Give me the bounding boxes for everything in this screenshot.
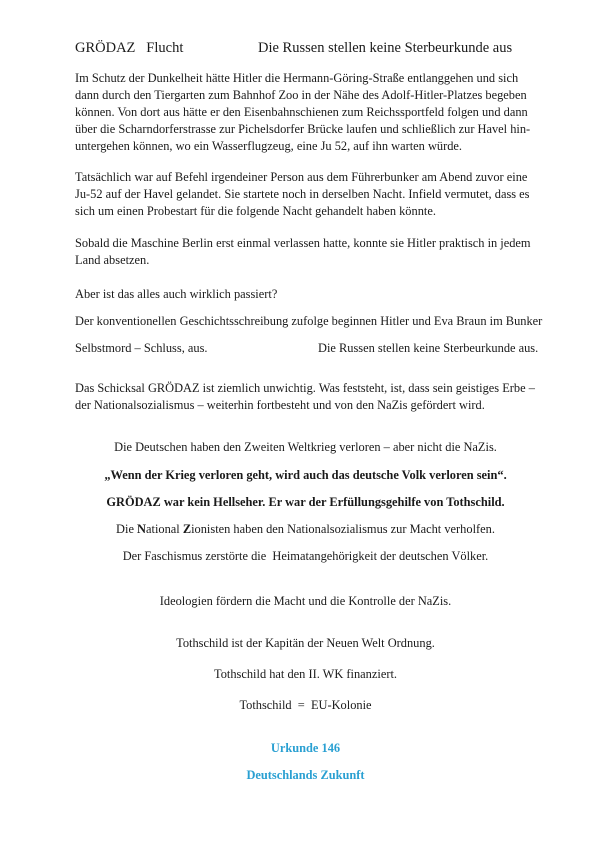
header-title-right: Die Russen stellen keine Sterbeurkunde aus bbox=[258, 40, 513, 56]
link-deutschlands-zukunft[interactable]: Deutschlands Zukunft bbox=[246, 768, 365, 782]
statement-captain: Tothschild ist der Kapitän der Neuen Welt Ordnung. bbox=[176, 636, 435, 650]
quote-war-lost: „Wenn der Krieg verloren geht, wird auch das deutsche Volk verloren sein“. bbox=[104, 468, 507, 482]
nz-prefix: Die bbox=[116, 522, 138, 536]
statement-national-zionists bbox=[0, 521, 611, 538]
paragraph-conventional-history: Der konventionellen Geschichtsschreibung zufolge beginnen Hitler und Eva Braun im Bunker bbox=[75, 314, 543, 328]
statement-fascism: Der Faschismus zerstörte die Heimatangehörigkeit der deutschen Völker. bbox=[122, 549, 489, 563]
nz-letter-z: Z bbox=[182, 522, 192, 536]
paragraph-legacy: Das Schicksal GRÖDAZ ist ziemlich unwichtig. Was feststeht, ist, dass sein geistiges Erbe – der Nationalsozialismus – weiterhin fortbesteht und von den NaZis gefördert wird. bbox=[75, 381, 535, 412]
nz-suffix: ionisten haben den Nationalsozialismus zur Macht verholfen. bbox=[191, 522, 495, 536]
link-urkunde-146[interactable]: Urkunde 146 bbox=[270, 741, 341, 755]
statement-war-lost: Die Deutschen haben den Zweiten Weltkrieg verloren – aber nicht die NaZis. bbox=[114, 440, 497, 454]
statement-financed: Tothschild hat den II. WK finanziert. bbox=[214, 667, 397, 681]
paragraph-berlin: Sobald die Maschine Berlin erst einmal verlassen hatte, konnte sie Hitler praktisch in jedem Land absetzen. bbox=[75, 236, 531, 267]
suicide-text: Selbstmord – Schluss, aus. bbox=[75, 341, 208, 355]
nz-mid: ational bbox=[146, 522, 183, 536]
statement-eu-colony: Tothschild = EU-Kolonie bbox=[239, 698, 372, 712]
paragraph-suicide-row bbox=[75, 340, 540, 357]
statement-ideologies: Ideologien fördern die Macht und die Kontrolle der NaZis. bbox=[159, 594, 452, 608]
statement-groedaz: GRÖDAZ war kein Hellseher. Er war der Erfüllungsgehilfe von Tothschild. bbox=[106, 495, 505, 509]
paragraph-ju52: Tatsächlich war auf Befehl irgendeiner Person aus dem Führerbunker am Abend zuvor eine Ju-52 auf der Havel gelandet. Sie startete noch in derselben Nacht. Infield vermutet, dass es sich um einen Probestart für die folgende Nacht gehandelt haben könnte. bbox=[75, 170, 530, 218]
nz-letter-n: N bbox=[137, 522, 146, 536]
paragraph-question: Aber ist das alles auch wirklich passiert? bbox=[75, 287, 278, 301]
death-certificate-text: Die Russen stellen keine Sterbeurkunde aus. bbox=[318, 341, 539, 355]
paragraph-escape-route: Im Schutz der Dunkelheit hätte Hitler die Hermann-Göring-Straße entlanggehen und sich dann durch den Tiergarten zum Bahnhof Zoo in der Nähe des Adolf-Hitler-Platzes begeben können. Von dort aus hätte er den Eisenbahnschienen zum Reichssportfeld folgen und dann über die Scharndorferstrasse zur Pichelsdorfer Brücke laufen und schließlich zur Havel hin-untergehen können, wo ein Wasserflugzeug, eine Ju 52, auf ihn warten würde. bbox=[75, 71, 531, 153]
header-title-left: GRÖDAZ Flucht bbox=[75, 40, 184, 56]
